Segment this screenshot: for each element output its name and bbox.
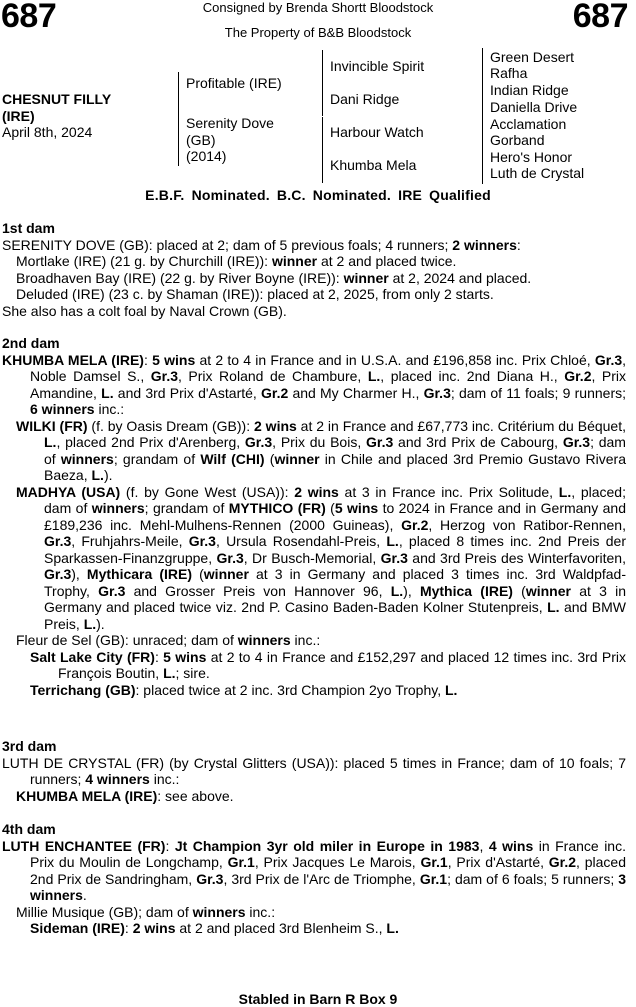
pedigree-bracket-3a <box>482 48 483 82</box>
first-dam-section <box>2 220 626 319</box>
horse-identity <box>2 91 111 141</box>
pedigree-gen3-7: Hero's Honor <box>490 149 573 165</box>
pedigree-bracket-1 <box>178 72 179 166</box>
lot-number-right: 687 <box>572 0 628 35</box>
stabled-location: Stabled in Barn R Box 9 <box>238 991 398 1007</box>
nominations: E.B.F. Nominated. B.C. Nominated. IRE Qualified <box>145 187 491 203</box>
pedigree-gen3-1: Green Desert <box>490 49 575 65</box>
pedigree-dam-sire: Harbour Watch <box>330 124 424 140</box>
pedigree-sire: Profitable (IRE) <box>186 75 282 91</box>
pedigree-dam-dam: Khumba Mela <box>330 157 417 173</box>
first-dam-text: SERENITY DOVE (GB): placed at 2; dam of 5 previous foals; 4 runners; 2 winners: <box>2 236 521 253</box>
horse-name: CHESNUT FILLY <box>2 91 112 107</box>
pedigree-bracket-2a <box>322 50 323 116</box>
lot-number-left: 687 <box>1 0 57 35</box>
third-dam-section <box>2 738 626 804</box>
first-dam-note: She also has a colt foal by Naval Crown (GB). <box>2 302 287 319</box>
list-item: Broadhaven Bay (IRE) (22 g. by River Boyne (IRE)): winner at 2, 2024 and placed. <box>16 269 532 286</box>
pedigree-sire-dam: Dani Ridge <box>330 91 400 107</box>
first-dam-heading: 1st dam <box>2 220 55 236</box>
horse-origin: (IRE) <box>2 107 35 124</box>
list-item: MADHYA (USA) (f. by Gone West (USA)): 2 wins at 3 in France inc. Prix Solitude, L., placed; dam of winners; grandam of MYTHICO (FR) (5 wins to 2024 in France and in Germany and £189,236 inc. Mehl-Mulhens-Rennen (2000 Guineas), Gr.2, Herzog von Ratibor-Rennen, Gr.3, Fruhjahrs-Meile, Gr.3, Ursula Rosendahl-Preis, L., placed 8 times inc. 2nd Preis der Sparkassen-Finanzgruppe, Gr.3, Dr Busch-Memorial, Gr.3 and 3rd Preis des Winterfavoriten, Gr.3), Mythicara (IRE) (winner at 3 in Germany and placed 3 times inc. 3rd Waldpfad-Trophy, Gr.3 and Grosser Preis von Hannover 96, L.), Mythica (IRE) (winner at 3 in Germany and placed twice viz. 2nd P. Casino Baden-Baden Kolner Stutenpreis, L. and BMW Preis, L.). <box>16 483 627 632</box>
list-item: Terrichang (GB): placed twice at 2 inc. 3rd Champion 2yo Trophy, L. <box>30 681 458 698</box>
list-item: Fleur de Sel (GB): unraced; dam of winners inc.: <box>16 632 321 648</box>
second-dam-text: KHUMBA MELA (IRE): 5 wins at 2 to 4 in France and in U.S.A. and £196,858 inc. Prix Chloé, Gr.3, Noble Damsel S., Gr.3, Prix Roland de Chambure, L., placed inc. 2nd Diana H., Gr.2, Prix Amandine, L. and 3rd Prix d'Astarté, Gr.2 and My Charmer H., Gr.3; dam of 11 foals; 9 runners; 6 winners inc.: <box>2 351 627 417</box>
third-dam-heading: 3rd dam <box>2 738 57 754</box>
pedigree-gen3-3: Indian Ridge <box>490 82 569 98</box>
second-dam-section <box>2 335 626 698</box>
pedigree-bracket-3b <box>482 82 483 116</box>
pedigree-dam-line2: (GB) <box>186 131 216 148</box>
pedigree-dam-line3: (2014) <box>186 148 227 164</box>
pedigree-bracket-2b <box>322 117 323 183</box>
fourth-dam-text: LUTH ENCHANTEE (FR): Jt Champion 3yr old miler in Europe in 1983, 4 wins in France inc. Prix du Moulin de Longchamp, Gr.1, Prix Jacques Le Marois, Gr.1, Prix d'Astarté, Gr.2, placed 2nd Prix de Sandringham, Gr.3, 3rd Prix de l'Arc de Triomphe, Gr.1; dam of 6 foals; 5 runners; 3 winners. <box>2 837 627 903</box>
second-dam-heading: 2nd dam <box>2 335 60 351</box>
third-dam-text: LUTH DE CRYSTAL (FR) (by Crystal Glitters (USA)): placed 5 times in France; dam of 10 foals; 7 runners; 4 winners inc.: <box>2 754 626 787</box>
foaling-date: April 8th, 2024 <box>2 124 93 140</box>
consignor: Consigned by Brenda Shortt Bloodstock <box>202 0 434 15</box>
pedigree-gen3-2: Rafha <box>490 65 528 81</box>
pedigree-gen3-4: Daniella Drive <box>490 99 578 115</box>
fourth-dam-section <box>2 821 626 937</box>
pedigree-gen3-8: Luth de Crystal <box>490 165 585 181</box>
pedigree-sire-sire: Invincible Spirit <box>330 58 425 74</box>
list-item: WILKI (FR) (f. by Oasis Dream (GB)): 2 wins at 2 in France and £67,773 inc. Critérium du Béquet, L., placed 2nd Prix d'Arenberg, Gr.3, Prix du Bois, Gr.3 and 3rd Prix de Cabourg, Gr.3; dam of winners; grandam of Wilf (CHI) (winner in Chile and placed 3rd Premio Gustavo Rivera Baeza, L.). <box>16 417 626 483</box>
pedigree-gen3-6: Gorband <box>490 132 545 148</box>
pedigree-bracket-3c <box>482 116 483 150</box>
fourth-dam-heading: 4th dam <box>2 821 56 837</box>
list-item: Deluded (IRE) (23 c. by Shaman (IRE)): placed at 2, 2025, from only 2 starts. <box>16 286 494 302</box>
list-item: Mortlake (IRE) (21 g. by Churchill (IRE)): winner at 2 and placed twice. <box>16 253 457 269</box>
list-item: KHUMBA MELA (IRE): see above. <box>16 787 234 804</box>
property-of: The Property of B&B Bloodstock <box>224 25 412 40</box>
pedigree-dam-line1: Serenity Dove <box>186 115 274 131</box>
list-item: Sideman (IRE): 2 wins at 2 and placed 3rd Blenheim S., L. <box>30 920 399 936</box>
pedigree-dam <box>186 115 274 165</box>
pedigree-gen3-5: Acclamation <box>490 116 567 132</box>
pedigree-bracket-3d <box>482 150 483 184</box>
list-item: Millie Musique (GB); dam of winners inc.: <box>16 903 276 920</box>
list-item: Salt Lake City (FR): 5 wins at 2 to 4 in France and £152,297 and placed 12 times inc. 3rd Prix François Boutin, L.; sire. <box>30 648 626 681</box>
